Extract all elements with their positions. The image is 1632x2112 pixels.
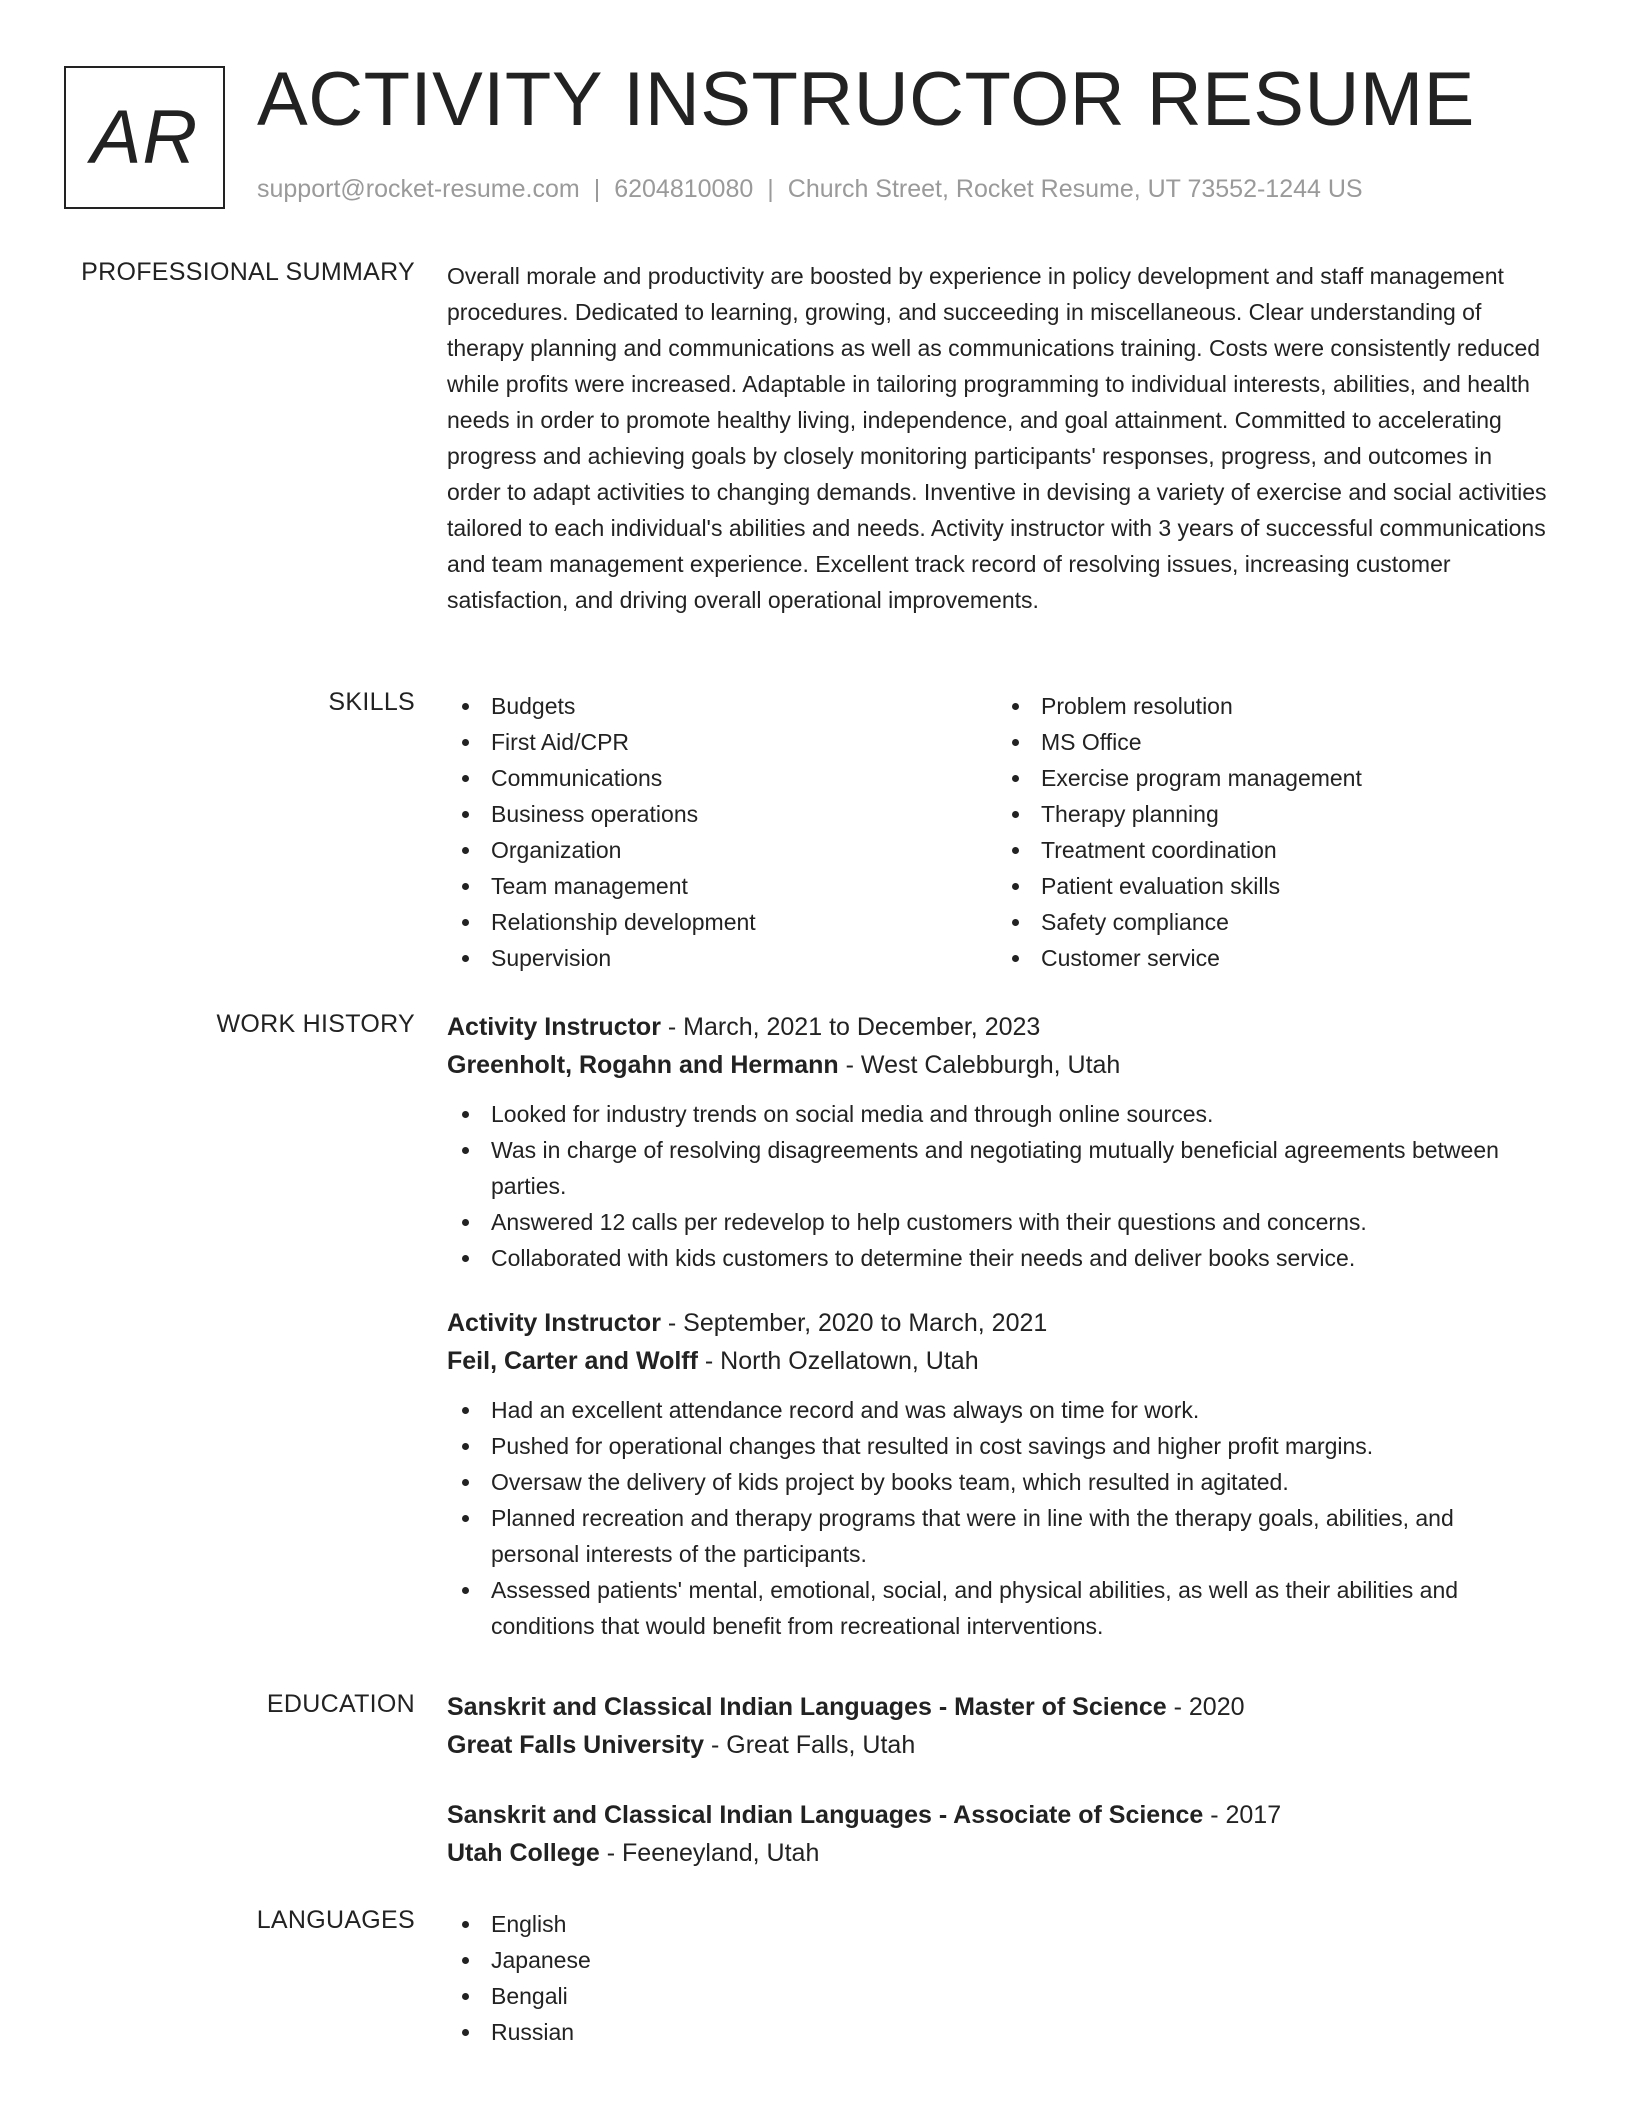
skill-item: Team management (447, 868, 997, 904)
languages-list (447, 1906, 1547, 2050)
language-item: Russian (447, 2014, 1547, 2050)
job-title: Activity Instructor (447, 1013, 661, 1041)
monogram-logo (64, 66, 225, 209)
skills-label: SKILLS (328, 688, 415, 716)
contact-separator: | (593, 175, 601, 203)
contact-separator: | (767, 175, 774, 203)
contact-line (257, 175, 1363, 204)
job-duty-item: Answered 12 calls per redevelop to help customers with their questions and concerns. (447, 1204, 1547, 1240)
skills-body (447, 688, 1547, 976)
job-duty-item: Was in charge of resolving disagreements and negotiating mutually beneficial agreements between parties. (447, 1132, 1547, 1204)
job-duty-item: Oversaw the delivery of kids project by books team, which resulted in agitated. (447, 1464, 1547, 1500)
skill-item: Problem resolution (997, 688, 1547, 724)
education-degree-line (447, 1688, 1547, 1726)
job-company: Greenholt, Rogahn and Hermann (447, 1051, 839, 1079)
job-duty-item: Pushed for operational changes that resulted in cost savings and higher profit margins. (447, 1428, 1547, 1464)
contact-phone[interactable]: 6204810080 (614, 175, 754, 203)
skill-item: Patient evaluation skills (997, 868, 1547, 904)
job-company-line (447, 1342, 1547, 1380)
skill-item: MS Office (997, 724, 1547, 760)
skill-item: Exercise program management (997, 760, 1547, 796)
languages-body (447, 1906, 1547, 2050)
skill-item: Therapy planning (997, 796, 1547, 832)
education-year: - 2017 (1203, 1801, 1282, 1829)
job-title-line (447, 1304, 1547, 1342)
job-location: - North Ozellatown, Utah (697, 1347, 979, 1375)
education-entry (447, 1796, 1547, 1872)
job-dates: - September, 2020 to March, 2021 (660, 1309, 1048, 1337)
job-entry (447, 1304, 1547, 1644)
resume-title: ACTIVITY INSTRUCTOR RESUME (257, 57, 1475, 142)
summary-text: Overall morale and productivity are boosted by experience in policy development and staff management procedures. Dedicated to learning, growing, and succeeding in miscellaneous. Clear understanding of therapy planning and communications as well as communications training. Costs were consistently reduced while profits were increased. Adaptable in tailoring programming to individual interests, abilities, and health needs in order to promote healthy living, independence, and goal attainment. Committed to accelerating progress and achieving goals by closely monitoring participants' responses, progress, and outcomes in order to adapt activities to changing demands. Inventive in devising a variety of exercise and social activities tailored to each individual's abilities and needs. Activity instructor with 3 years of successful communications and team management experience. Excellent track record of resolving issues, increasing customer satisfaction, and driving overall operational improvements. (447, 263, 1547, 613)
job-title-line (447, 1008, 1547, 1046)
education-school: Great Falls University (447, 1731, 705, 1759)
education-entry (447, 1688, 1547, 1764)
education-school: Utah College (447, 1839, 600, 1867)
languages-label: LANGUAGES (256, 1906, 415, 1934)
skills-list-right (997, 688, 1547, 976)
job-duty-item: Assessed patients' mental, emotional, social, and physical abilities, as well as their abilities and conditions that would benefit from recreational interventions. (447, 1572, 1547, 1644)
contact-email[interactable]: support@rocket-resume.com (257, 175, 580, 203)
education-school-line (447, 1726, 1547, 1764)
contact-address: Church Street, Rocket Resume, UT 73552-1244 US (787, 175, 1363, 203)
skill-item: Treatment coordination (997, 832, 1547, 868)
skill-item: Budgets (447, 688, 997, 724)
monogram-initials: AR (90, 95, 199, 180)
job-title: Activity Instructor (447, 1309, 661, 1337)
job-company: Feil, Carter and Wolff (447, 1347, 698, 1375)
language-item: English (447, 1906, 1547, 1942)
skill-item: First Aid/CPR (447, 724, 997, 760)
language-item: Japanese (447, 1942, 1547, 1978)
education-label: EDUCATION (266, 1690, 415, 1718)
skills-columns (447, 688, 1547, 976)
job-entry (447, 1008, 1547, 1276)
job-duty-item: Planned recreation and therapy programs that were in line with the therapy goals, abilities, and personal interests of the participants. (447, 1500, 1547, 1572)
education-body (447, 1688, 1547, 1904)
education-degree: Sanskrit and Classical Indian Languages - Associate of Science (447, 1801, 1204, 1829)
skill-item: Business operations (447, 796, 997, 832)
job-duties (447, 1392, 1547, 1644)
summary-label: PROFESSIONAL SUMMARY (81, 258, 415, 286)
skill-item: Relationship development (447, 904, 997, 940)
job-dates: - March, 2021 to December, 2023 (660, 1013, 1041, 1041)
job-duties (447, 1096, 1547, 1276)
skill-item: Customer service (997, 940, 1547, 976)
work-history-body (447, 1008, 1547, 1666)
language-item: Bengali (447, 1978, 1547, 2014)
job-duty-item: Had an excellent attendance record and was always on time for work. (447, 1392, 1547, 1428)
education-school-line (447, 1834, 1547, 1872)
skill-item: Safety compliance (997, 904, 1547, 940)
job-location: - West Calebburgh, Utah (838, 1051, 1121, 1079)
skill-item: Organization (447, 832, 997, 868)
skill-item: Communications (447, 760, 997, 796)
education-location: - Feeneyland, Utah (599, 1839, 820, 1867)
job-duty-item: Collaborated with kids customers to determine their needs and deliver books service. (447, 1240, 1547, 1276)
job-company-line (447, 1046, 1547, 1084)
education-location: - Great Falls, Utah (704, 1731, 916, 1759)
job-duty-item: Looked for industry trends on social media and through online sources. (447, 1096, 1547, 1132)
summary-body (447, 258, 1547, 618)
skills-list-left (447, 688, 997, 976)
education-degree: Sanskrit and Classical Indian Languages - Master of Science (447, 1693, 1167, 1721)
education-degree-line (447, 1796, 1547, 1834)
work-history-label: WORK HISTORY (216, 1010, 415, 1038)
skill-item: Supervision (447, 940, 997, 976)
education-year: - 2020 (1166, 1693, 1245, 1721)
